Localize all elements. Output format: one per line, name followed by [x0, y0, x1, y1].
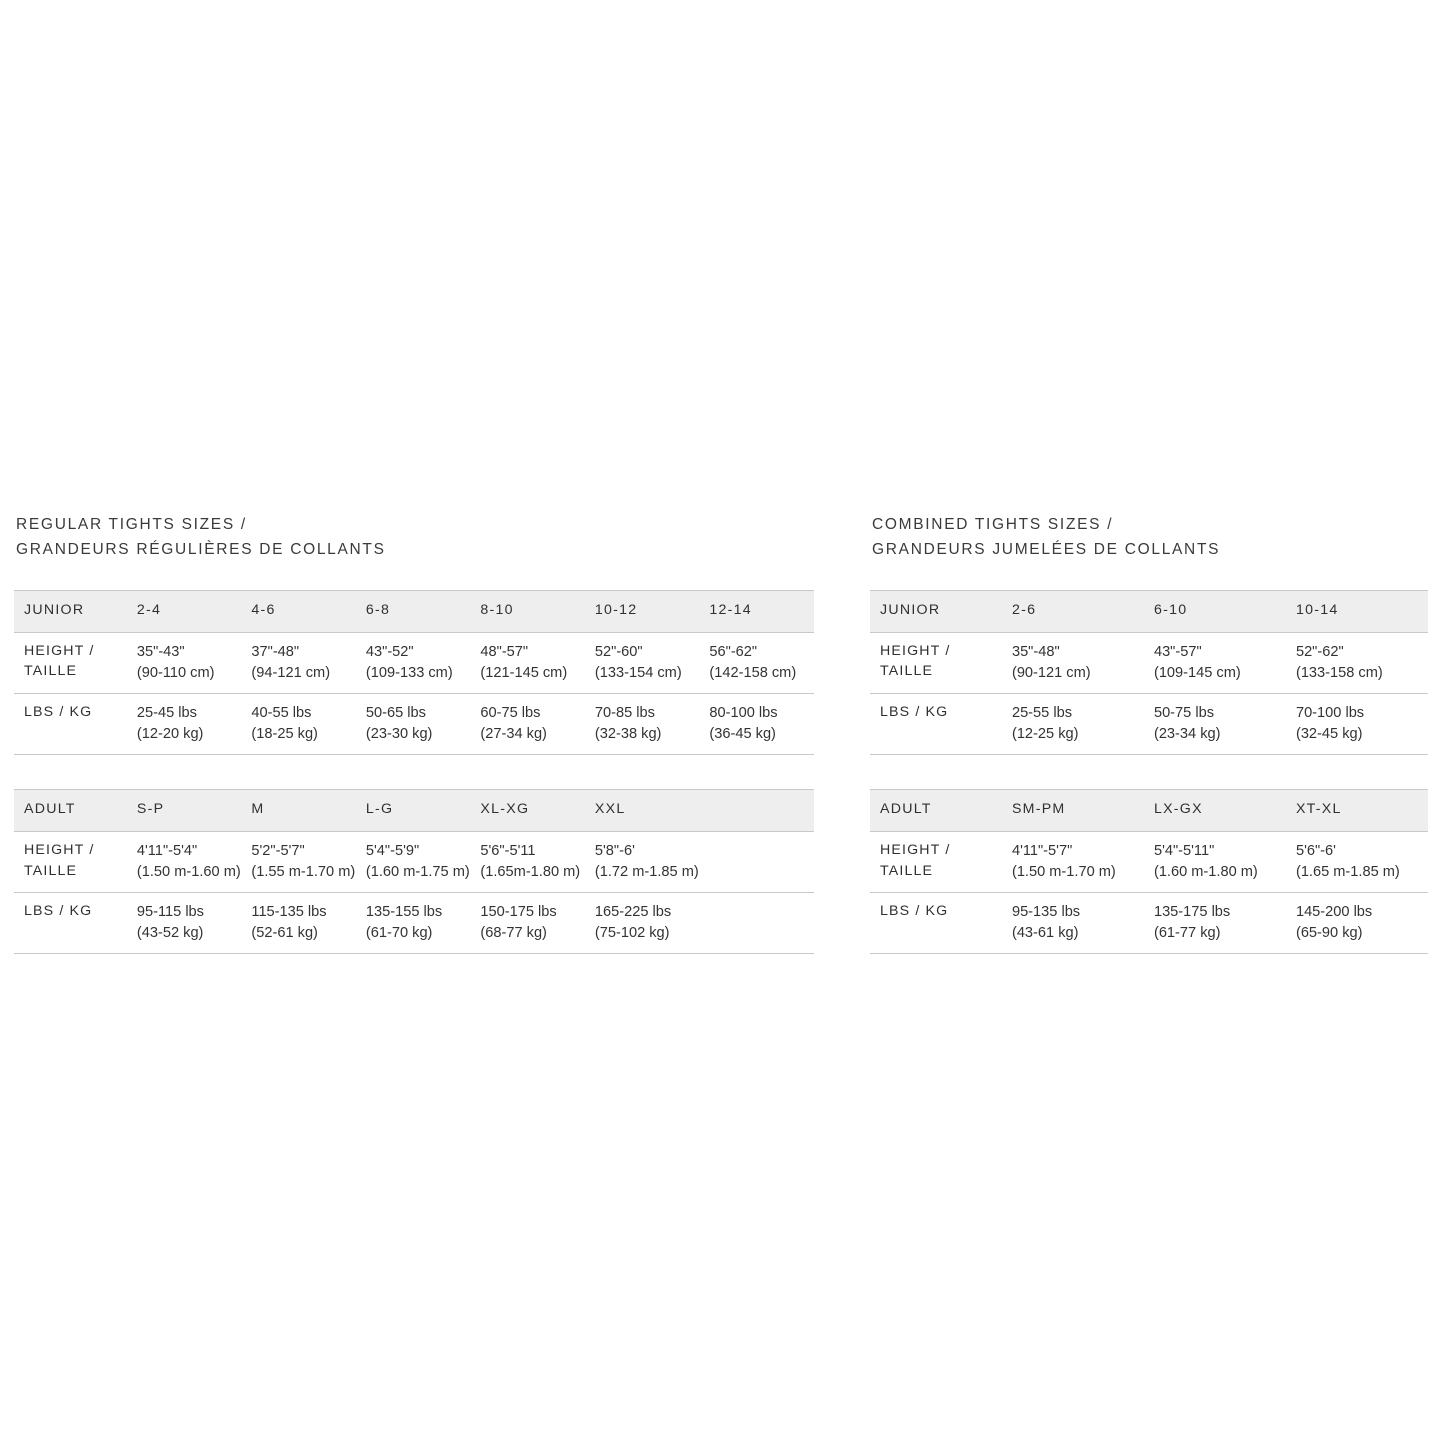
regular-tights-panel: [14, 512, 814, 954]
regular-adult-table: [14, 789, 814, 954]
table-cell: 70-85 lbs (32-38 kg): [585, 694, 700, 755]
table-cell: 37"-48" (94-121 cm): [241, 632, 356, 693]
table-row: [870, 893, 1428, 954]
table-cell: 5'4"-5'11" (1.60 m-1.80 m): [1144, 831, 1286, 892]
table-cell: 52"-62" (133-158 cm): [1286, 632, 1428, 693]
header-cell-size: XT-XL: [1286, 790, 1428, 832]
header-cell-category: ADULT: [870, 790, 1002, 832]
header-cell-size: M: [241, 790, 356, 832]
table-cell: 95-135 lbs (43-61 kg): [1002, 893, 1144, 954]
header-cell-category: JUNIOR: [14, 591, 127, 633]
row-label-height: HEIGHT / TAILLE: [870, 831, 1002, 892]
table-cell: 48"-57" (121-145 cm): [470, 632, 585, 693]
combined-adult-table: [870, 789, 1428, 954]
header-cell-size: 12-14: [699, 591, 814, 633]
table-cell: [699, 893, 814, 954]
title-line-fr: GRANDEURS RÉGULIÈRES DE COLLANTS: [16, 541, 386, 559]
table-cell: [699, 831, 814, 892]
row-label-height: HEIGHT / TAILLE: [870, 632, 1002, 693]
table-cell: 5'8"-6' (1.72 m-1.85 m): [585, 831, 700, 892]
combined-junior-table: [870, 590, 1428, 755]
table-cell: 5'2"-5'7" (1.55 m-1.70 m): [241, 831, 356, 892]
title-line-en: COMBINED TIGHTS SIZES /: [872, 516, 1114, 533]
table-header-row: [14, 790, 814, 832]
table-cell: 52"-60" (133-154 cm): [585, 632, 700, 693]
header-cell-size: 6-8: [356, 591, 471, 633]
table-cell: 56"-62" (142-158 cm): [699, 632, 814, 693]
table-cell: 60-75 lbs (27-34 kg): [470, 694, 585, 755]
table-header-row: [870, 591, 1428, 633]
header-cell-size: 4-6: [241, 591, 356, 633]
table-cell: 43"-57" (109-145 cm): [1144, 632, 1286, 693]
table-cell: 5'4"-5'9" (1.60 m-1.75 m): [356, 831, 471, 892]
header-cell-size: 10-12: [585, 591, 700, 633]
title-line-fr: GRANDEURS JUMELÉES DE COLLANTS: [872, 541, 1221, 559]
header-cell-size: XXL: [585, 790, 700, 832]
header-cell-size: 8-10: [470, 591, 585, 633]
header-cell-size: LX-GX: [1144, 790, 1286, 832]
table-cell: 35"-43" (90-110 cm): [127, 632, 242, 693]
table-cell: 4'11"-5'4" (1.50 m-1.60 m): [127, 831, 242, 892]
table-row: [14, 632, 814, 693]
table-cell: 5'6"-6' (1.65 m-1.85 m): [1286, 831, 1428, 892]
row-label-weight: LBS / KG: [870, 694, 1002, 755]
row-label-weight: LBS / KG: [14, 694, 127, 755]
header-cell-size: [699, 790, 814, 832]
regular-tights-title: [16, 512, 814, 562]
header-cell-category: ADULT: [14, 790, 127, 832]
header-cell-size: S-P: [127, 790, 242, 832]
table-cell: 80-100 lbs (36-45 kg): [699, 694, 814, 755]
table-cell: 115-135 lbs (52-61 kg): [241, 893, 356, 954]
table-cell: 25-55 lbs (12-25 kg): [1002, 694, 1144, 755]
header-cell-size: 2-6: [1002, 591, 1144, 633]
row-label-height: HEIGHT / TAILLE: [14, 632, 127, 693]
row-label-weight: LBS / KG: [14, 893, 127, 954]
header-cell-size: L-G: [356, 790, 471, 832]
table-cell: 95-115 lbs (43-52 kg): [127, 893, 242, 954]
header-cell-size: 10-14: [1286, 591, 1428, 633]
table-cell: 4'11"-5'7" (1.50 m-1.70 m): [1002, 831, 1144, 892]
table-cell: 25-45 lbs (12-20 kg): [127, 694, 242, 755]
table-row: [14, 831, 814, 892]
row-label-height: HEIGHT / TAILLE: [14, 831, 127, 892]
table-cell: 40-55 lbs (18-25 kg): [241, 694, 356, 755]
table-header-row: [870, 790, 1428, 832]
table-cell: 50-65 lbs (23-30 kg): [356, 694, 471, 755]
table-cell: 43"-52" (109-133 cm): [356, 632, 471, 693]
table-row: [870, 632, 1428, 693]
table-cell: 135-175 lbs (61-77 kg): [1144, 893, 1286, 954]
table-row: [14, 694, 814, 755]
table-cell: 145-200 lbs (65-90 kg): [1286, 893, 1428, 954]
table-cell: 5'6"-5'11 (1.65m-1.80 m): [470, 831, 585, 892]
table-cell: 165-225 lbs (75-102 kg): [585, 893, 700, 954]
table-cell: 70-100 lbs (32-45 kg): [1286, 694, 1428, 755]
header-cell-size: 6-10: [1144, 591, 1286, 633]
combined-tights-title: [872, 512, 1428, 562]
title-line-en: REGULAR TIGHTS SIZES /: [16, 516, 247, 533]
table-row: [870, 831, 1428, 892]
table-row: [14, 893, 814, 954]
regular-junior-table: [14, 590, 814, 755]
row-label-weight: LBS / KG: [870, 893, 1002, 954]
combined-tights-panel: [870, 512, 1428, 954]
table-cell: 50-75 lbs (23-34 kg): [1144, 694, 1286, 755]
table-cell: 135-155 lbs (61-70 kg): [356, 893, 471, 954]
table-row: [870, 694, 1428, 755]
table-cell: 150-175 lbs (68-77 kg): [470, 893, 585, 954]
header-cell-size: XL-XG: [470, 790, 585, 832]
header-cell-size: 2-4: [127, 591, 242, 633]
header-cell-category: JUNIOR: [870, 591, 1002, 633]
header-cell-size: SM-PM: [1002, 790, 1144, 832]
table-header-row: [14, 591, 814, 633]
table-cell: 35"-48" (90-121 cm): [1002, 632, 1144, 693]
